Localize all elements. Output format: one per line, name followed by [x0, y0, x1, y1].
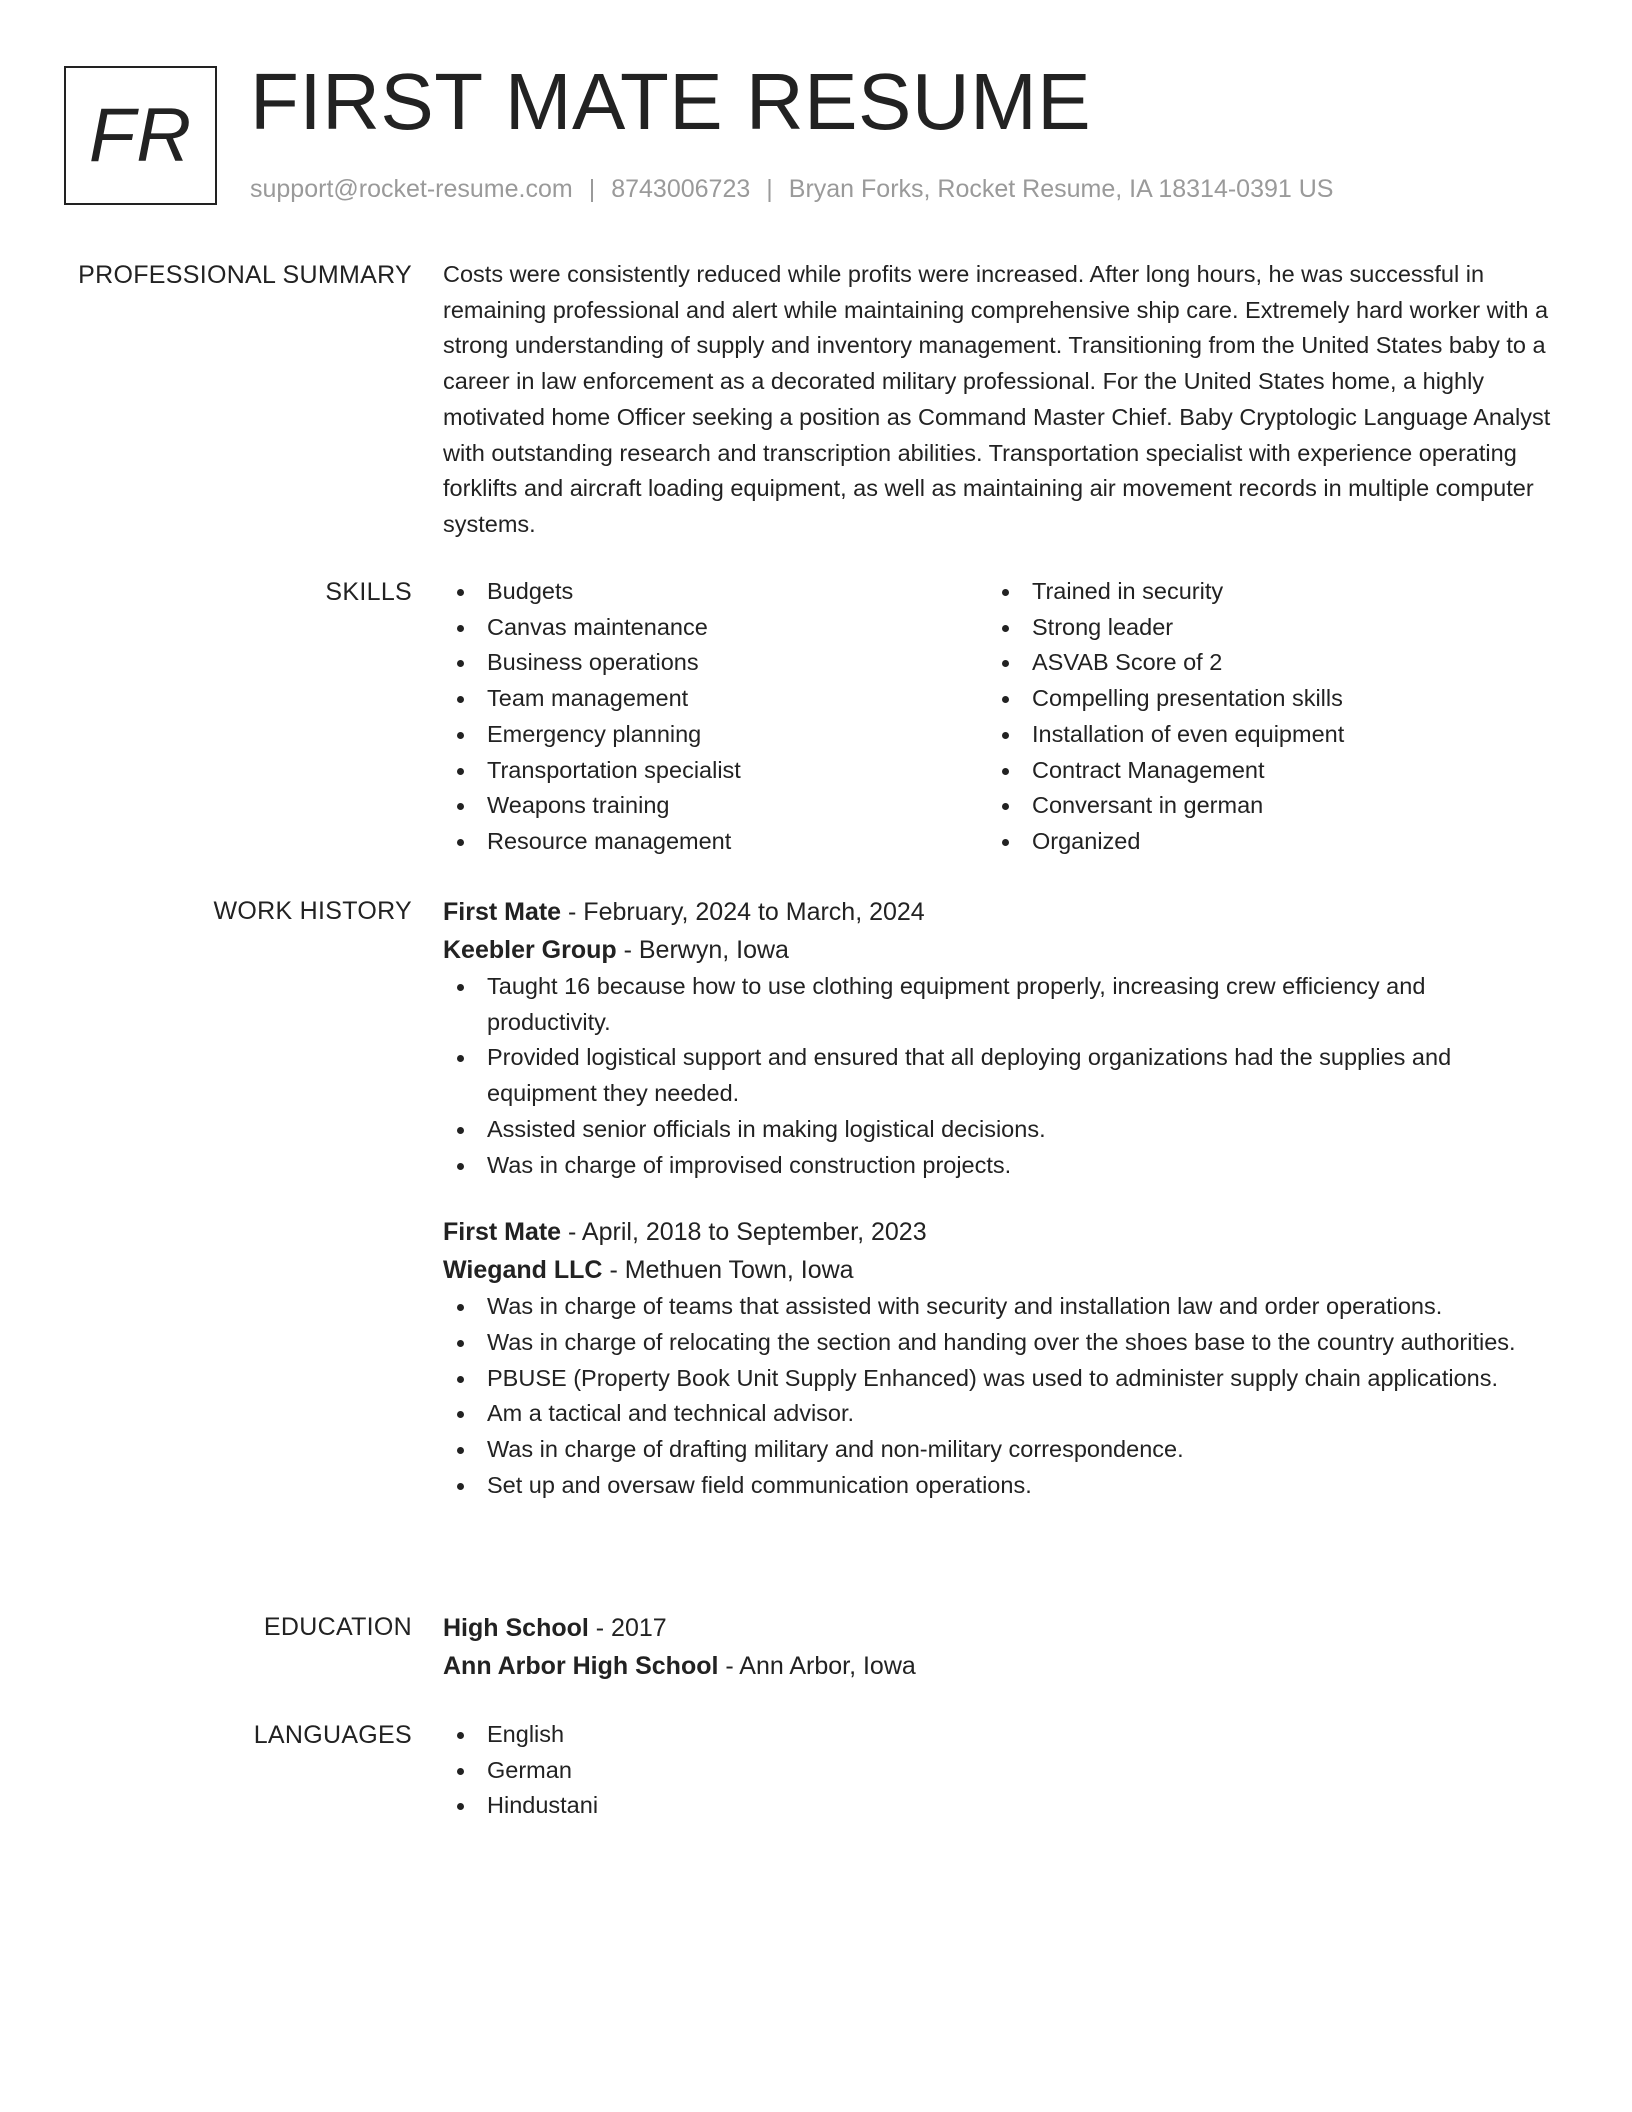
contact-address: Bryan Forks, Rocket Resume, IA 18314-0391 US — [788, 175, 1334, 203]
job-duty: Assisted senior officials in making logistical decisions. — [443, 1112, 1555, 1148]
job-duty: Was in charge of drafting military and non-military correspondence. — [443, 1432, 1555, 1468]
contact-email: support@rocket-resume.com — [250, 175, 573, 203]
job-title-line — [443, 893, 1555, 931]
summary-body — [443, 257, 1555, 543]
job-title-line — [443, 1213, 1555, 1251]
education-location: - Ann Arbor, Iowa — [718, 1652, 916, 1680]
skill-item: Trained in security — [988, 574, 1533, 610]
skills-body — [443, 574, 1555, 860]
contact-phone: 8743006723 — [611, 175, 751, 203]
job-duty: Was in charge of improvised construction projects. — [443, 1148, 1555, 1184]
skill-item: Installation of even equipment — [988, 717, 1533, 753]
job-duties-list — [443, 1289, 1555, 1503]
skills-heading: SKILLS — [325, 578, 412, 606]
monogram-logo: FR — [64, 66, 217, 205]
skill-item: Weapons training — [443, 788, 988, 824]
summary-heading: PROFESSIONAL SUMMARY — [78, 261, 412, 289]
skill-item: Team management — [443, 681, 988, 717]
skill-item: Budgets — [443, 574, 988, 610]
education-body — [443, 1609, 1555, 1685]
work-history-body — [443, 893, 1555, 1503]
education-heading: EDUCATION — [263, 1613, 412, 1641]
language-item: Hindustani — [443, 1788, 1555, 1824]
skill-item: Emergency planning — [443, 717, 988, 753]
education-school: Ann Arbor High School — [443, 1652, 719, 1680]
contact-separator: | — [588, 175, 596, 203]
contact-separator: | — [766, 175, 773, 203]
education-school-line — [443, 1647, 1555, 1685]
job-company-line — [443, 1251, 1555, 1289]
skill-item: Organized — [988, 824, 1533, 860]
job-entry — [443, 1213, 1555, 1503]
language-item: English — [443, 1717, 1555, 1753]
languages-list — [443, 1717, 1555, 1824]
job-duties-list — [443, 969, 1555, 1183]
job-duty: Set up and oversaw field communication operations. — [443, 1468, 1555, 1504]
skill-item: Strong leader — [988, 610, 1533, 646]
skill-item: Compelling presentation skills — [988, 681, 1533, 717]
skill-item: Resource management — [443, 824, 988, 860]
job-duty: PBUSE (Property Book Unit Supply Enhanced) was used to administer supply chain applications. — [443, 1361, 1555, 1397]
job-dates: - April, 2018 to September, 2023 — [561, 1218, 927, 1247]
skill-item: Contract Management — [988, 753, 1533, 789]
job-company: Keebler Group — [443, 936, 617, 964]
job-duty: Provided logistical support and ensured that all deploying organizations had the supplies and equipment they needed. — [443, 1040, 1555, 1111]
education-degree: High School — [443, 1614, 589, 1642]
education-year: - 2017 — [588, 1614, 667, 1642]
job-entry — [443, 893, 1555, 1183]
job-dates: - February, 2024 to March, 2024 — [561, 898, 925, 926]
job-company: Wiegand LLC — [443, 1256, 603, 1285]
job-duty: Was in charge of relocating the section and handing over the shoes base to the country authorities. — [443, 1325, 1555, 1361]
job-company-line — [443, 931, 1555, 969]
skills-list-left — [443, 574, 988, 860]
job-duty: Taught 16 because how to use clothing equipment properly, increasing crew efficiency and productivity. — [443, 969, 1555, 1040]
skill-item: Canvas maintenance — [443, 610, 988, 646]
contact-line — [250, 172, 1333, 206]
skill-item: Conversant in german — [988, 788, 1533, 824]
languages-body — [443, 1717, 1555, 1824]
resume-name: FIRST MATE RESUME — [250, 57, 1092, 146]
job-location: - Berwyn, Iowa — [616, 936, 789, 964]
job-location: - Methuen Town, Iowa — [602, 1256, 854, 1285]
skill-item: Business operations — [443, 645, 988, 681]
work-history-heading: WORK HISTORY — [213, 897, 412, 925]
summary-text: Costs were consistently reduced while profits were increased. After long hours, he was successful in remaining professional and alert while maintaining comprehensive ship care. Extremely hard worker with a strong understanding of supply and inventory management. Transitioning from the United States baby to a career in law enforcement as a decorated military professional. For the United States home, a highly motivated home Officer seeking a position as Command Master Chief. Baby Cryptologic Language Analyst with outstanding research and transcription abilities. Transportation specialist with experience operating forklifts and aircraft loading equipment, as well as maintaining air movement records in multiple computer systems. — [443, 261, 1551, 537]
job-title: First Mate — [443, 1218, 562, 1247]
education-degree-line — [443, 1609, 1555, 1647]
job-duty: Am a tactical and technical advisor. — [443, 1396, 1555, 1432]
languages-heading: LANGUAGES — [253, 1721, 412, 1749]
job-title: First Mate — [443, 898, 562, 926]
skills-list-right — [988, 574, 1533, 860]
skill-item: Transportation specialist — [443, 753, 988, 789]
language-item: German — [443, 1753, 1555, 1789]
skill-item: ASVAB Score of 2 — [988, 645, 1533, 681]
job-duty: Was in charge of teams that assisted with security and installation law and order operations. — [443, 1289, 1555, 1325]
